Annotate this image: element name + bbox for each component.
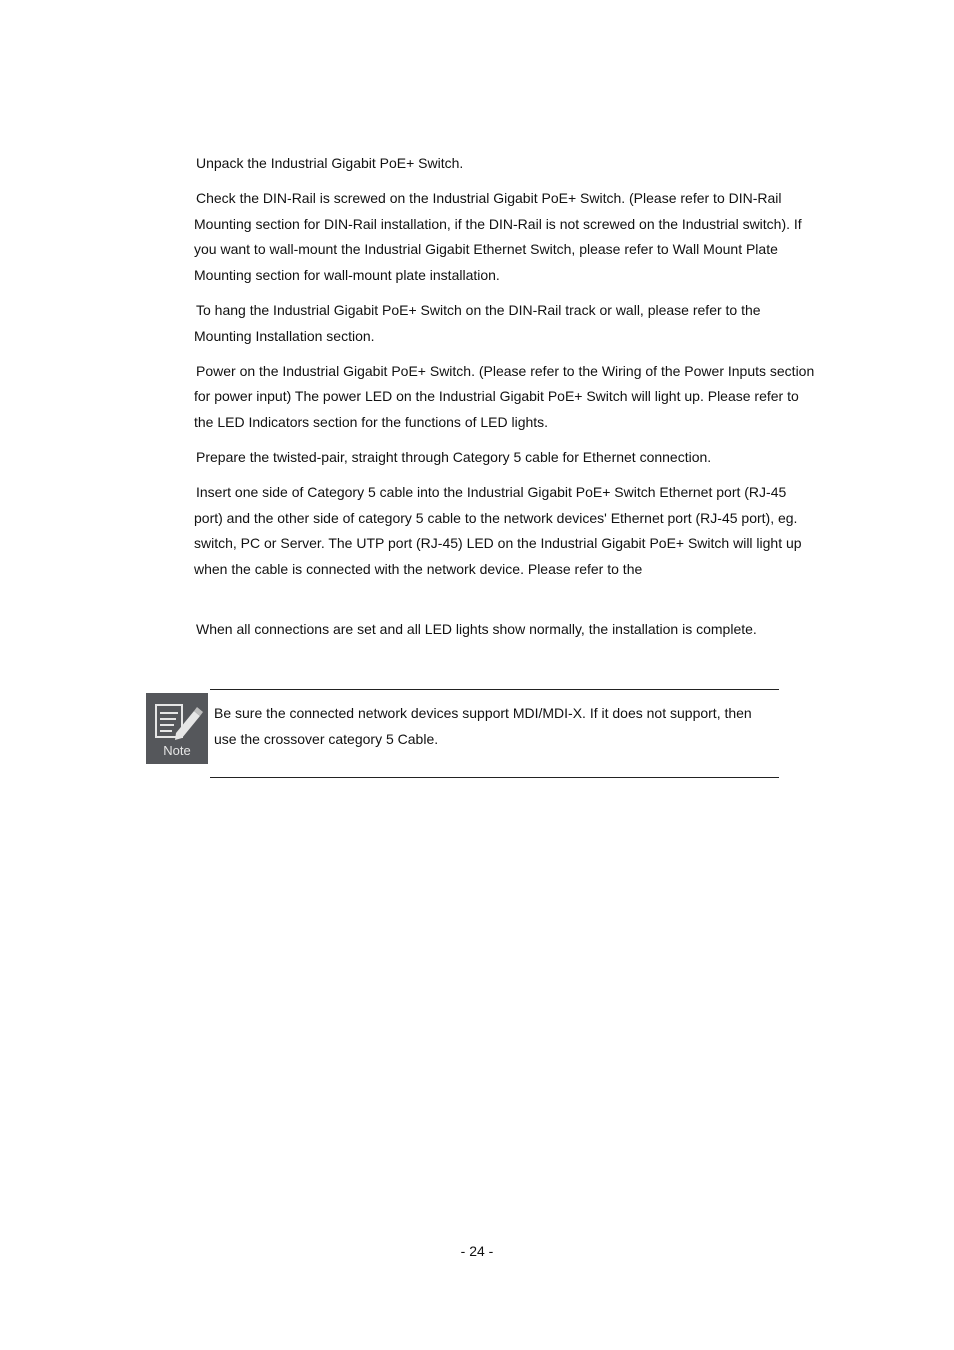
step-power-on: Power on the Industrial Gigabit PoE+ Switch. (Please refer to the Wiring of the Power Inputs section for power input) The power LED on the Industrial Gigabit PoE+ Switch will light up. Please refer to the LED Indicators section for the functions of LED lights. bbox=[194, 362, 815, 430]
note-box bbox=[146, 689, 779, 778]
note-icon bbox=[146, 693, 208, 764]
step-prepare-cable: Prepare the twisted-pair, straight through Category 5 cable for Ethernet connection. bbox=[196, 448, 712, 465]
step-hang-switch: To hang the Industrial Gigabit PoE+ Switch on the DIN-Rail track or wall, please refer to the Mounting Installation section. bbox=[194, 301, 761, 344]
step-unpack: Unpack the Industrial Gigabit PoE+ Switch. bbox=[196, 155, 464, 171]
step-complete: When all connections are set and all LED lights show normally, the installation is complete. bbox=[196, 621, 757, 638]
note-top-rule bbox=[210, 689, 779, 690]
step-insert-cable: Insert one side of Category 5 cable into the Industrial Gigabit PoE+ Switch Ethernet port (RJ-45 port) and the other side of category 5 cable to the network devices' Ethernet port (RJ-45 port), eg. switch, PC or Server. The UTP port (RJ-45) LED on the Industrial Gigabit PoE+ Switch will light up when the cable is connected with the network device. Please refer to the bbox=[194, 484, 802, 577]
step-check-din-rail: Check the DIN-Rail is screwed on the Industrial Gigabit PoE+ Switch. (Please refer to DIN-Rail Mounting section for DIN-Rail installation, if the DIN-Rail is not screwed on the Industrial switch). If you want to wall-mount the Industrial Gigabit Ethernet Switch, please refer to Wall Mount Plate Mounting section for wall-mount plate installation. bbox=[194, 190, 802, 283]
installation-steps bbox=[194, 151, 818, 653]
page-number: - 24 - bbox=[460, 1243, 494, 1259]
note-icon-label: Note bbox=[163, 743, 191, 758]
note-text: Be sure the connected network devices support MDI/MDI-X. If it does not support, then use the crossover category 5 Cable. bbox=[214, 705, 752, 747]
note-bottom-rule bbox=[210, 777, 779, 778]
